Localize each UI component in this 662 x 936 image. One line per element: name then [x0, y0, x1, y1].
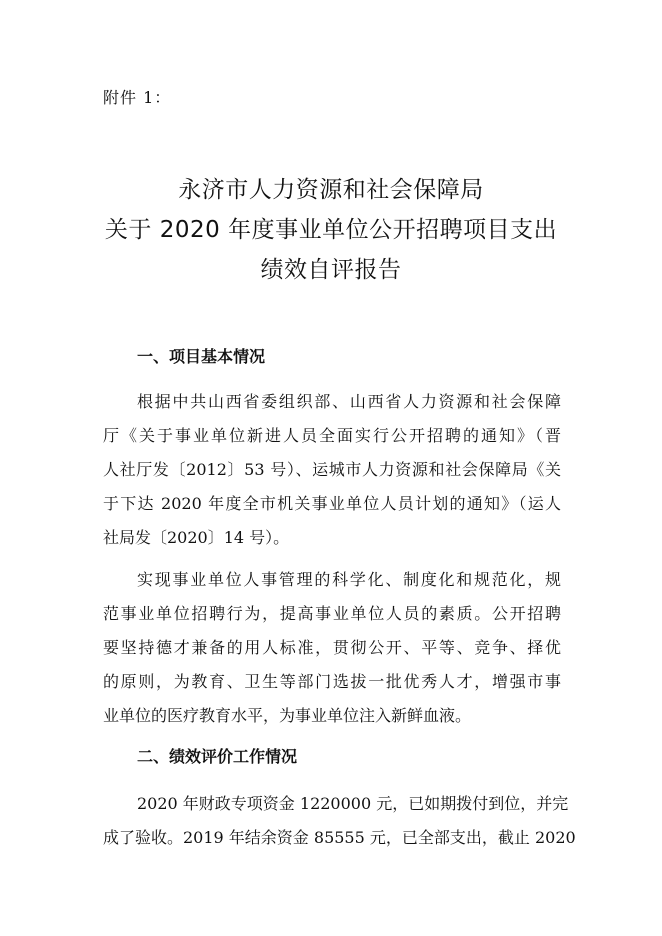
- paragraph-basis: [103, 385, 561, 555]
- paragraph-line: 根据中共山西省委组织部、山西省人力资源和社会保障: [137, 392, 561, 411]
- paragraph-line: 人社厅发〔2012〕53 号）、运城市人力资源和社会保障局《关: [103, 460, 561, 479]
- paragraph-line: 业单位的医疗教育水平，为事业单位注入新鲜血液。: [103, 706, 472, 725]
- paragraph-line: 的原则，为教育、卫生等部门选拔一批优秀人才，增强市事: [103, 672, 561, 691]
- title-line-3: 绩效自评报告: [260, 257, 402, 283]
- paragraph-line: 2020 年财政专项资金 1220000 元，已如期拨付到位，并完: [137, 794, 569, 813]
- paragraph-line: 实现事业单位人事管理的科学化、制度化和规范化，规: [137, 570, 561, 589]
- title-line-1: 永济市人力资源和社会保障局: [178, 177, 484, 203]
- paragraph-line: 成了验收。2019 年结余资金 85555 元，已全部支出，截止 2020: [103, 828, 576, 847]
- paragraph-line: 范事业单位招聘行为，提高事业单位人员的素质。公开招聘: [103, 604, 561, 623]
- paragraph-line: 要坚持德才兼备的用人标准，贯彻公开、平等、竞争、择优: [103, 638, 561, 657]
- document-title: [0, 170, 662, 290]
- attachment-label: 附件 1：: [103, 88, 172, 107]
- paragraph-funding: [103, 787, 576, 855]
- paragraph-line: 于下达 2020 年度全市机关事业单位人员计划的通知》（运人: [103, 494, 561, 513]
- title-line-2: 关于 2020 年度事业单位公开招聘项目支出: [104, 217, 558, 243]
- section-heading-2: 二、绩效评价工作情况: [137, 747, 298, 766]
- section-heading-1: 一、项目基本情况: [137, 347, 266, 366]
- paragraph-line: 社局发〔2020〕14 号）。: [103, 528, 290, 547]
- paragraph-objectives: [103, 563, 561, 733]
- paragraph-line: 厅《关于事业单位新进人员全面实行公开招聘的通知》（晋: [103, 426, 561, 445]
